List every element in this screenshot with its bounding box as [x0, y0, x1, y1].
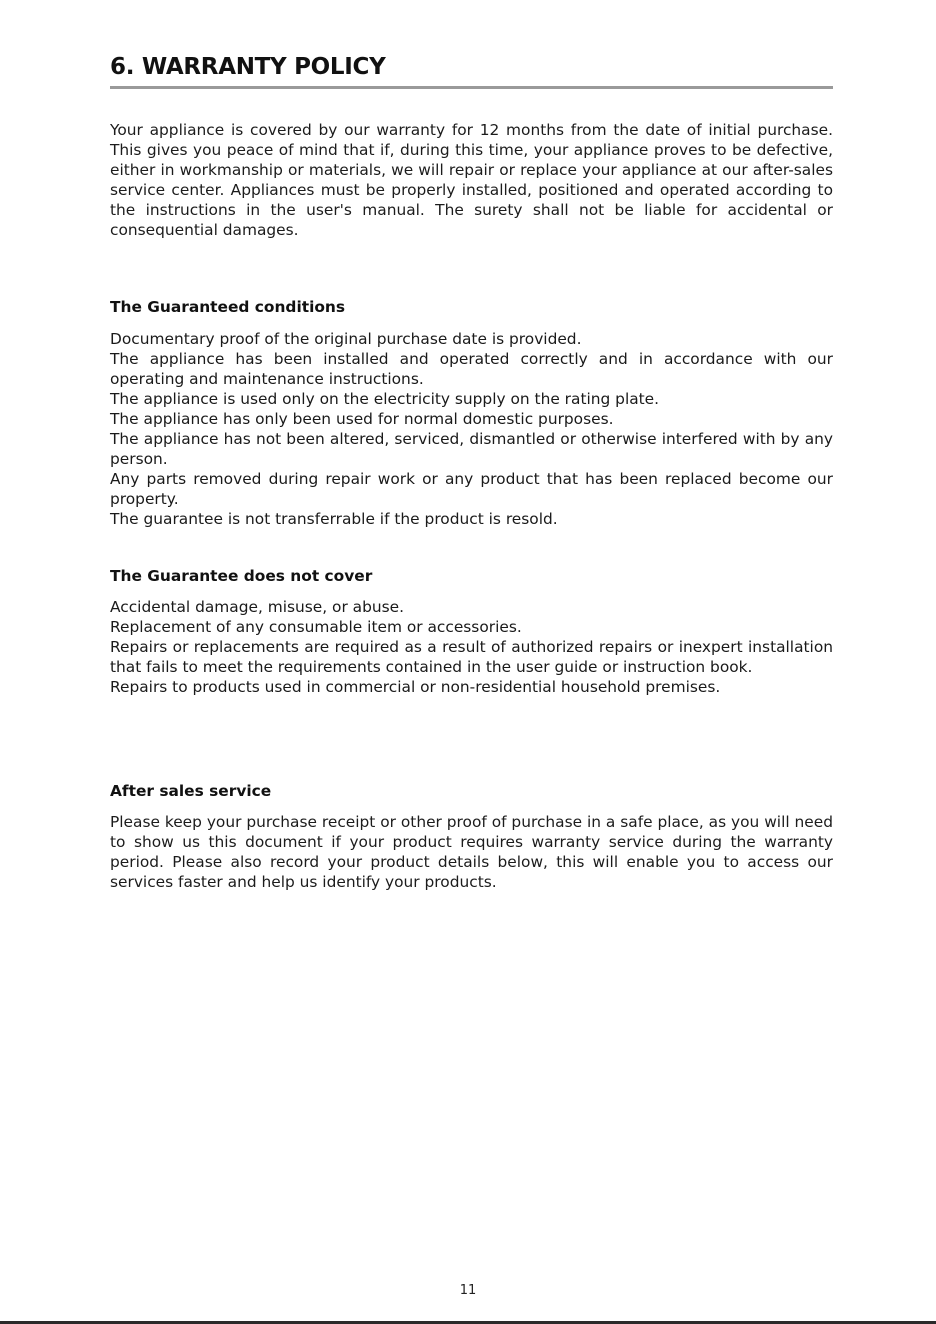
- list-item: Replacement of any consumable item or accessories.: [110, 618, 522, 636]
- intro-paragraph: Your appliance is covered by our warranty for 12 months from the date of initial purchase. This gives you peace of mind that if, during this time, your appliance proves to be defective, either in workmanship or materials, we will repair or replace your appliance at our after-sales service center. Appliances must be properly installed, positioned and operated according to the instructions in the user's manual. The surety shall not be liable for accidental or consequential damages.: [110, 121, 833, 239]
- after-sales-heading: After sales service: [110, 782, 272, 800]
- list-item: The guarantee is not transferrable if the product is resold.: [110, 510, 558, 528]
- list-item: The appliance is used only on the electricity supply on the rating plate.: [110, 390, 660, 408]
- guaranteed-conditions-heading: The Guaranteed conditions: [110, 298, 346, 316]
- list-item: Accidental damage, misuse, or abuse.: [110, 598, 405, 616]
- not-covered-list: [110, 597, 833, 697]
- list-item: Any parts removed during repair work or any product that has been replaced become our property.: [110, 470, 833, 508]
- list-item: The appliance has been installed and operated correctly and in accordance with our operating and maintenance instructions.: [110, 350, 833, 388]
- page-number: 11: [459, 1283, 477, 1298]
- list-item: Repairs or replacements are required as a result of authorized repairs or inexpert installation that fails to meet the requirements contained in the user guide or instruction book.: [110, 638, 833, 676]
- after-sales-paragraph: Please keep your purchase receipt or other proof of purchase in a safe place, as you will need to show us this document if your product requires warranty service during the warranty period. Please also record your product details below, this will enable you to access our services faster and help us identify your products.: [110, 813, 833, 891]
- page-title: 6. WARRANTY POLICY: [110, 54, 386, 80]
- list-item: Documentary proof of the original purchase date is provided.: [110, 330, 582, 348]
- guaranteed-conditions-list: [110, 329, 833, 529]
- title-divider: [110, 86, 833, 89]
- list-item: The appliance has only been used for normal domestic purposes.: [110, 410, 614, 428]
- not-covered-heading: The Guarantee does not cover: [110, 567, 373, 585]
- list-item: The appliance has not been altered, serviced, dismantled or otherwise interfered with by any person.: [110, 430, 833, 468]
- list-item: Repairs to products used in commercial or non-residential household premises.: [110, 678, 721, 696]
